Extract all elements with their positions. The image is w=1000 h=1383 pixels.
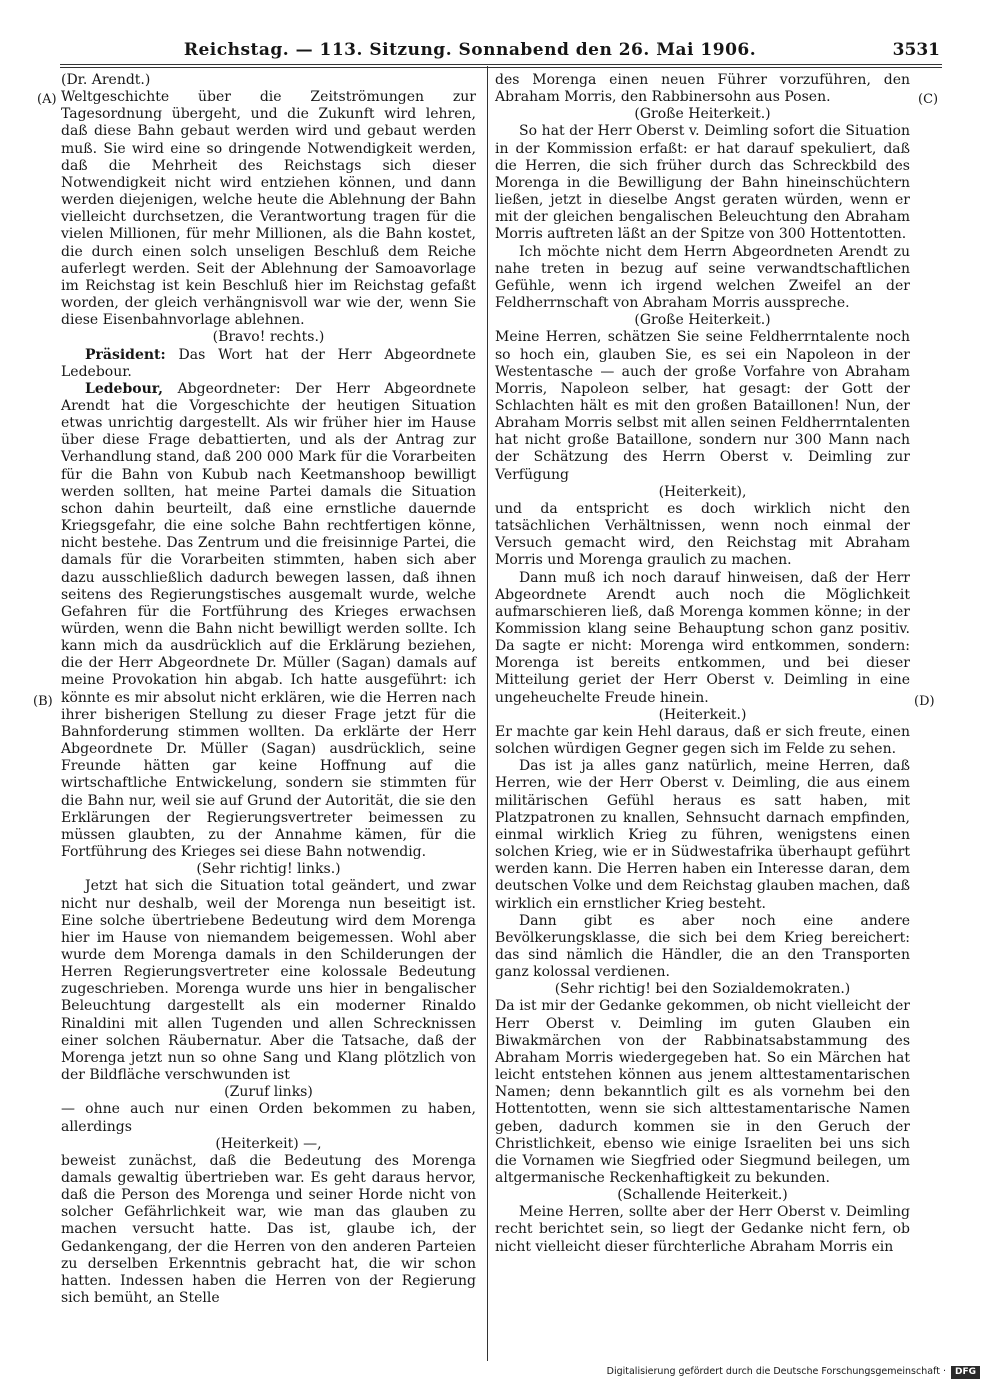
speaker-name: Präsident:: [85, 346, 166, 363]
paragraph-text: (Schallende Heiterkeit.): [617, 1187, 788, 1204]
paragraph-text: Meine Herren, sollte aber der Herr Oberst v. Deimling recht berichtet sein, so liegt der Gedanke nicht fern, ob nicht vielleicht dieser fürchterliche Abraham Morris ein: [495, 1204, 910, 1255]
margin-letter-b: (B): [33, 694, 53, 709]
paragraph-text: (Heiterkeit.): [658, 706, 747, 723]
paragraph-text: Jetzt hat sich die Situation total geändert, und zwar nicht nur deshalb, weil der Morenga nun beseitigt ist. Eine solche übertriebene Bedeutung wird dem Morenga hier im Hause von niemandem beigemessen. Wohl aber wurde dem Morenga damals in den Schilderungen der Herren Regierungsvertreter eine kolossale Bedeutung zugeschrieben. Morenga wurde uns hier in bengalischer Beleuchtung dargestellt als ein moderner Rinaldo Rinaldini mit allen Tugenden und allen Schrecknissen einer solchen Räubernatur. Aber die Tatsache, daß der Morenga jetzt nun so ohne Sang und Klang plötzlich von der Bildfläche verschwunden ist: [61, 878, 476, 1084]
paragraph: [495, 570, 910, 707]
paragraph: [495, 1204, 910, 1255]
paragraph: [61, 347, 476, 381]
paragraph-text: (Sehr richtig! links.): [196, 861, 341, 878]
interjection: [61, 1084, 476, 1101]
page-number: 3531: [892, 40, 940, 60]
interjection: [495, 484, 910, 501]
paragraph-text: Dann muß ich noch darauf hinweisen, daß der Herr Abgeordnete Arendt auch noch die Möglichkeit aufmarschieren ließ, daß Morenga kommen könne; in der Kommission klang seine Behauptung schon ganz positiv. Da sagte er nicht: Morenga wird entkommen, sondern: Morenga ist bereits entkommen, und bei dieser Mitteilung geriet der Herr Oberst v. Deimling in eine ungeheuchelte Freude hinein.: [495, 569, 910, 706]
paragraph-text: Abgeordneter: Der Herr Abgeordnete Arendt hat die Vorgeschichte der heutigen Situation etwas unrichtig dargestellt. Als wir früher hier im Hause über diese Frage debattierten, und als der Antrag zur Verhandlung stand, daß 200 000 Mark für die Vorarbeiten für die Bahn von Kubub nach Keetmanshoop bewilligt werden sollten, hat meine Partei damals die Situation schon dahin beurteilt, daß eine ernstliche dauernde Kriegsgefahr, die eine solche Bahn rechtfertigen könne, nicht bestehe. Das Zentrum und die freisinnige Partei, die damals für die Vorarbeiten stimmten, haben sich aber dazu ausschließlich dadurch bewegen lassen, daß ihnen seitens des Regierungstisches ausgemalt wurde, welche Gefahren für die Fortführung des Krieges erwachsen würden, wenn die Bahn nicht bewilligt werden sollte. Ich kann mich da ausdrücklich auf die Erklärung beziehen, die der Herr Abgeordnete Dr. Müller (Sagan) damals auf meine Provokation hin abgab. Ich hatte ausgeführt: ich könnte es mir absolut nicht erklären, wie die Herren nach ihrer bisherigen Stellung zu dieser Frage jetzt für die Bahnforderung stimmen wollten. Da erklärte der Herr Abgeordnete Dr. Müller (Sagan) ausdrücklich, seine Freunde hätten gar keine Hoffnung auf die wirtschaftliche Entwickelung, sondern sie stimmten für die Bahn nur, weil sie auf Grund der Autorität, die sie den Erklärungen der Regierungsvertreter beimessen zu müssen glaubten, zu der Annahme kämen, für die Fortführung des Krieges sei diese Bahn notwendig.: [61, 380, 476, 861]
interjection: [495, 981, 910, 998]
paragraph: [61, 89, 476, 329]
paragraph-text: Ich möchte nicht dem Herrn Abgeordneten Arendt zu nahe treten in bezug auf seine verwandtschaftlichen Gefühle, wenn ich irgend welchen Zweifel an der Feldherrnschaft von Abraham Morris ausspreche.: [495, 243, 910, 312]
paragraph-text: (Heiterkeit),: [658, 483, 747, 500]
column-divider: [487, 66, 488, 1361]
paragraph: [61, 381, 476, 861]
interjection: [61, 1136, 476, 1153]
left-column: [61, 72, 476, 1307]
interjection: [61, 861, 476, 878]
margin-letter-a: (A): [37, 92, 57, 107]
paragraph: [61, 1101, 476, 1135]
interjection: [61, 329, 476, 346]
paragraph-text: (Große Heiterkeit.): [634, 106, 771, 123]
page-footer: [600, 1364, 980, 1380]
interjection: [495, 312, 910, 329]
paragraph: [495, 724, 910, 758]
paragraph: [495, 244, 910, 313]
paragraph: [495, 501, 910, 570]
margin-letter-c: (C): [918, 92, 939, 107]
paragraph: [495, 123, 910, 243]
paragraph-text: Weltgeschichte über die Zeitströmungen zur Tagesordnung übergeht, und die Zukunft wird lehren, daß diese Bahn gebaut werden wird und gebaut werden muß. Sie wird eine so dringende Notwendigkeit werden, daß die Mehrheit des Reichstags sich dieser Notwendigkeit nicht wird entziehen können, und dann werden diejenigen, welche heute die Ablehnung der Bahn vielleicht durchsetzen, die Verantwortung tragen für die vielen Millionen, für mehr Millionen, als die Bahn kostet, die durch einen solch unseligen Beschluß dem Reiche auferlegt werden. Seit der Ablehnung der Samoavorlage im Reichstag ist kein Beschluß hier im Reichstag gefaßt worden, der gleich verhängnisvoll war wie der, wenn Sie diese Eisenbahnvorlage ablehnen.: [61, 89, 476, 329]
footer-credit: Digitalisierung gefördert durch die Deutsche Forschungsgemeinschaft ·: [606, 1366, 946, 1377]
paragraph-text: Meine Herren, schätzen Sie seine Feldherrntalente noch so hoch ein, glauben Sie, es sei ein Napoleon in der Westentasche — auch der große Vorfahre von Abraham Morris, Napoleon selber, hat gesagt: der Gott der Schlachten hält es mit den großen Bataillonen! Nun, der Abraham Morris selbst mit allen seinen Feldherrntalenten hat nicht große Bataillone, sondern nur 300 Mann nach der Schätzung des Herrn Oberst v. Deimling zur Verfügung: [495, 329, 910, 483]
paragraph-text: Das Wort hat der Herr Abgeordnete Ledebour.: [61, 346, 476, 380]
paragraph-text: (Große Heiterkeit.): [634, 312, 771, 329]
paragraph: [61, 878, 476, 1084]
paragraph: [495, 72, 910, 106]
paragraph-text: (Dr. Arendt.): [61, 72, 151, 88]
interjection: [495, 106, 910, 123]
paragraph-text: (Zuruf links): [224, 1084, 313, 1101]
paragraph: [61, 72, 476, 89]
running-title: Reichstag. — 113. Sitzung. Sonnabend den 26. Mai 1906.: [183, 40, 757, 60]
paragraph-text: So hat der Herr Oberst v. Deimling sofort die Situation in der Kommission erfaßt: er hat darauf spekuliert, daß die Herren, die sich früher durch das Schreckbild des Morenga in die Bewilligung der Bahn hineinschüchtern ließen, jetzt in dieselbe Angst geraten würden, wenn er mit der gleichen bengalischen Beleuchtung den Abraham Morris auftreten läßt an der Spitze von 300 Hottentotten.: [495, 123, 910, 243]
paragraph-text: Dann gibt es aber noch eine andere Bevölkerungsklasse, die sich bei dem Krieg bereichert: das sind nämlich die Händler, die an den Transporten ganz kolossal verdienen.: [495, 912, 910, 981]
margin-letter-d: (D): [914, 694, 935, 709]
paragraph: [495, 913, 910, 982]
paragraph-text: Er machte gar kein Hehl daraus, daß er sich freute, einen solchen würdigen Gegner gegen sich im Felde zu sehen.: [495, 723, 910, 758]
paragraph-text: beweist zunächst, daß die Bedeutung des Morenga damals gewaltig übertrieben war. Es geht daraus hervor, daß die Person des Morenga und seiner Horde nicht von solcher Gefährlichkeit war, wie man das glauben zu machen versucht hatte. Das ist, glaube ich, der Gedankengang, der die Herren von den anderen Parteien zu derselben Erkenntnis gebracht hat, die wir schon hatten. Indessen haben die Herren von der Regierung sich bemüht, an Stelle: [61, 1152, 476, 1307]
paragraph: [495, 998, 910, 1187]
paragraph-text: Das ist ja alles ganz natürlich, meine Herren, daß Herren, wie der Herr Oberst v. Deimling, die aus einem militärischen Gefühl heraus es satt haben, mit Platzpatronen zu knallen, Sehnsucht darnach empfinden, einmal wirklich Krieg zu führen, wenigstens einen solchen Krieg, wie er in Südwestafrika überhaupt geführt werden kann. Die Herren haben ein Interesse daran, dem deutschen Volke und dem Reichstag glauben machen, daß wirklich ein ernstlicher Krieg besteht.: [495, 758, 910, 912]
interjection: [495, 1187, 910, 1204]
header-rule-second: [60, 67, 942, 68]
paragraph-text: und da entspricht es doch wirklich nicht den tatsächlichen Verhältnissen, wenn noch einmal der Versuch gemacht wird, den Reichstag mit Abraham Morris und Morenga graulich zu machen.: [495, 500, 910, 569]
header-rule: [60, 64, 942, 65]
dfg-logo-badge: DFG: [951, 1366, 980, 1379]
right-column: [495, 72, 910, 1256]
paragraph-text: Da ist mir der Gedanke gekommen, ob nicht vielleicht der Herr Oberst v. Deimling im guten Glauben ein Biwakmärchen von der Rabbinatsabstammung des Abraham Morris wiedergegeben hat. So ein Märchen hat leicht entstehen können aus jenem alttestamentarischen Namen; denn bekanntlich gilt es als vornehm bei den Hottentotten, wenn sie sich alttestamentarische Namen geben, dadurch kommen sie in den Geruch der Christlichkeit, ebenso wie einige Israeliten bei uns sich die Vornamen wie Siegfried oder Siegmund beilegen, um altgermanische Reckenhaftigkeit zu bekunden.: [495, 998, 910, 1186]
paragraph-text: (Heiterkeit) —,: [215, 1135, 322, 1152]
page-header: [60, 40, 940, 64]
paragraph: [61, 1153, 476, 1307]
speaker-name: Ledebour,: [85, 380, 163, 397]
paragraph: [495, 758, 910, 912]
paragraph: [495, 329, 910, 483]
paragraph-text: (Bravo! rechts.): [212, 329, 325, 346]
interjection: [495, 707, 910, 724]
paragraph-text: — ohne auch nur einen Orden bekommen zu haben, allerdings: [61, 1101, 476, 1135]
paragraph-text: des Morenga einen neuen Führer vorzuführen, den Abraham Morris, den Rabbinersohn aus Posen.: [495, 72, 910, 106]
paragraph-text: (Sehr richtig! bei den Sozialdemokraten.): [554, 981, 851, 998]
